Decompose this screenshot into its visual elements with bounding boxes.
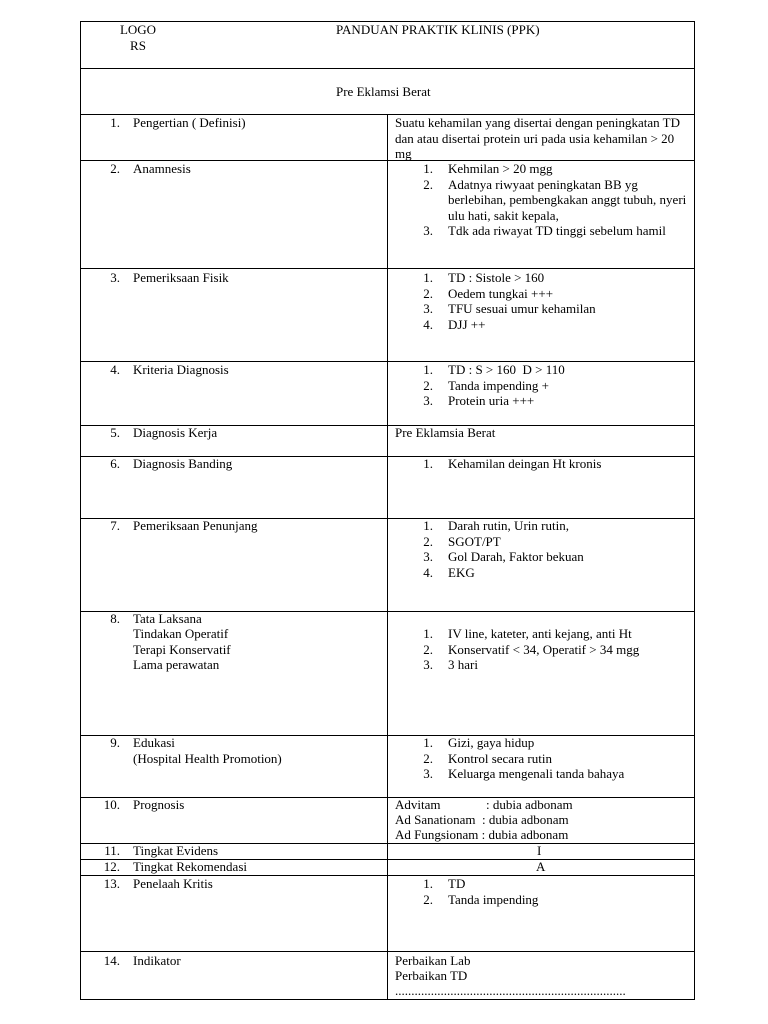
critical-reviewer-list [395, 876, 693, 907]
list-item: 3. Protein uria +++ [395, 393, 693, 409]
row-number: 1. [110, 115, 120, 130]
list-number: 2. [423, 891, 433, 907]
row-sublabel: (Hospital Health Promotion) [133, 751, 282, 766]
row-number: 14. [103, 953, 120, 968]
list-item: 1. Gizi, gaya hidup [395, 735, 693, 751]
list-number: 3. [423, 549, 433, 564]
list-item: 1. Kehmilan > 20 mgg [395, 161, 693, 177]
logo-text: LOGO [119, 22, 157, 37]
row-number: 8. [110, 611, 120, 626]
row-label: Pemeriksaan Penunjang [133, 518, 258, 533]
row-number: 7. [110, 518, 120, 533]
row-label: Edukasi [133, 735, 175, 750]
list-number: 2. [423, 377, 433, 393]
list-number: 4. [423, 316, 433, 332]
list-number: 1. [423, 876, 433, 891]
definition-text: Suatu kehamilan yang disertai dengan peningkatan TD dan atau disertai protein uri pada usia kehamilan > 20 mg [395, 115, 680, 161]
row-label: Tingkat Evidens [133, 843, 219, 858]
logo-text: RS [130, 38, 146, 53]
row-label: Prognosis [133, 797, 185, 812]
list-number: 1. [423, 626, 433, 641]
indicator-dotted-line: ....................................................................... [395, 983, 626, 998]
list-item: 3. Keluarga mengenali tanda bahaya [395, 766, 693, 782]
list-number: 3. [423, 766, 433, 781]
list-number: 2. [423, 176, 433, 192]
education-list [395, 735, 693, 782]
list-number: 2. [423, 533, 433, 549]
supporting-exam-list [395, 518, 693, 580]
differential-list [395, 456, 693, 472]
row-label: Penelaah Kritis [133, 876, 213, 891]
list-number: 3. [423, 657, 433, 672]
row-label: Tingkat Rekomendasi [133, 859, 247, 874]
row-label: Anamnesis [133, 161, 191, 176]
list-item: 4. EKG [395, 565, 693, 581]
list-number: 1. [423, 735, 433, 750]
diagnosis-criteria-list [395, 362, 693, 409]
list-item: 3. 3 hari [395, 657, 693, 673]
list-number: 3. [423, 301, 433, 316]
document-title: PANDUAN PRAKTIK KLINIS (PPK) [336, 22, 540, 37]
list-number: 2. [423, 285, 433, 301]
row-label: Pengertian ( Definisi) [133, 115, 246, 130]
row-sublabel: Tindakan Operatif [133, 626, 229, 641]
row-label: Indikator [133, 953, 181, 968]
row-number: 9. [110, 735, 120, 750]
list-number: 3. [423, 393, 433, 408]
list-item: 1. Kehamilan deingan Ht kronis [395, 456, 693, 472]
list-item: 2. Adatnya riwyaat peningkatan BB yg berlebihan, pembengkakan anggt tubuh, nyeri ulu hati, sakit kepala, [395, 177, 693, 224]
list-number: 1. [423, 518, 433, 533]
row-number: 10. [103, 797, 120, 812]
list-number: 1. [423, 362, 433, 377]
list-item: 1. Darah rutin, Urin rutin, [395, 518, 693, 534]
row-number: 11. [104, 843, 120, 858]
row-number: 6. [110, 456, 120, 471]
prognosis-line: Advitam : dubia adbonam [395, 797, 573, 812]
list-item: 3. Tdk ada riwayat TD tinggi sebelum hamil [395, 223, 693, 239]
physical-exam-list [395, 270, 693, 332]
row-number: 13. [103, 876, 120, 891]
anamnesis-list [395, 161, 693, 239]
divider [81, 68, 694, 69]
list-number: 2. [423, 641, 433, 657]
working-diagnosis: Pre Eklamsia Berat [395, 425, 496, 440]
list-item: 2. Kontrol secara rutin [395, 751, 693, 767]
row-label: Diagnosis Kerja [133, 425, 218, 440]
list-item: 2. Oedem tungkai +++ [395, 286, 693, 302]
evidence-level: I [537, 843, 542, 858]
indicator-line: Perbaikan TD [395, 968, 468, 983]
list-number: 4. [423, 564, 433, 580]
list-item: 3. Gol Darah, Faktor bekuan [395, 549, 693, 565]
list-number: 2. [423, 750, 433, 766]
document-subtitle: Pre Eklamsi Berat [336, 84, 431, 99]
list-item: 3. TFU sesuai umur kehamilan [395, 301, 693, 317]
list-item: 1. TD : S > 160 D > 110 [395, 362, 693, 378]
list-item: 4. DJJ ++ [395, 317, 693, 333]
prognosis-line: Ad Sanationam : dubia adbonam [395, 812, 569, 827]
row-number: 2. [110, 161, 120, 176]
row-label: Diagnosis Banding [133, 456, 233, 471]
recommendation-level: A [536, 859, 546, 874]
row-label: Tata Laksana [133, 611, 202, 626]
row-label: Pemeriksaan Fisik [133, 270, 229, 285]
row-sublabel: Terapi Konservatif [133, 642, 231, 657]
column-divider [387, 114, 388, 1000]
row-number: 3. [110, 270, 120, 285]
list-item: 2. Konservatif < 34, Operatif > 34 mgg [395, 642, 693, 658]
row-number: 5. [110, 425, 120, 440]
indicator-line: Perbaikan Lab [395, 953, 471, 968]
list-number: 1. [423, 161, 433, 176]
list-number: 1. [423, 456, 433, 471]
list-item: 1. TD [395, 876, 693, 892]
row-sublabel: Lama perawatan [133, 657, 220, 672]
row-label: Kriteria Diagnosis [133, 362, 229, 377]
management-list [395, 626, 693, 673]
row-number: 4. [110, 362, 120, 377]
list-number: 1. [423, 270, 433, 285]
list-item: 1. IV line, kateter, anti kejang, anti Ht [395, 626, 693, 642]
prognosis-line: Ad Fungsionam : dubia adbonam [395, 827, 569, 842]
list-item: 2. Tanda impending + [395, 378, 693, 394]
list-item: 2. SGOT/PT [395, 534, 693, 550]
row-number: 12. [103, 859, 120, 874]
list-number: 3. [423, 223, 433, 238]
list-item: 2. Tanda impending [395, 892, 693, 908]
list-item: 1. TD : Sistole > 160 [395, 270, 693, 286]
